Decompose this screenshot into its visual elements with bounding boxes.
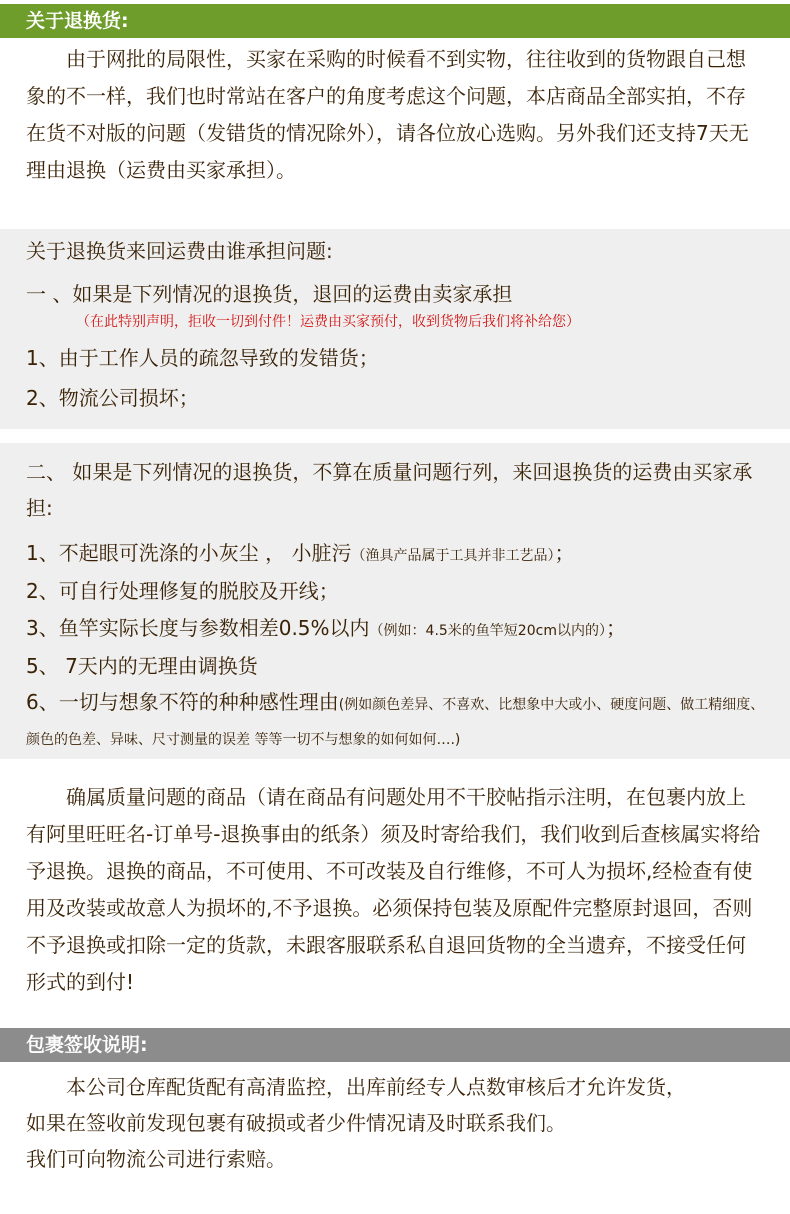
package-line: 我们可向物流公司进行索赔。 — [26, 1147, 286, 1171]
seller-case-heading: 一 、如果是下列情况的退换货，退回的运费由卖家承担 — [26, 282, 513, 306]
buyer-case-item: 2、可自行处理修复的脱胶及开线； — [26, 579, 339, 603]
seller-case-note: （在此特别声明，拒收一切到付件！运费由买家预付，收到货物后我们将补给您） — [76, 314, 580, 330]
buyer-case-item: 6、一切与想象不符的种种感性理由(例如颜色差异、不喜欢、比想象中大或小、硬度问题、做工精细度、颜色的色差、异味、尺寸测量的误差 等等一切不与想象的如何如何….) — [26, 690, 765, 748]
seller-pays-box — [0, 229, 790, 429]
package-receipt-text — [0, 1069, 790, 1177]
package-line: 本公司仓库配货配有高清监控，出库前经专人点数审核后才允许发货， — [66, 1075, 686, 1099]
return-policy-header: 关于退换货: — [0, 4, 790, 38]
quality-issue-paragraph: 确属质量问题的商品（请在商品有问题处用不干胶帖指示注明，在包裹内放上有阿里旺旺名-订单号-退换事由的纸条）须及时寄给我们，我们收到后查核属实将给予退换。退换的商品，不可使用、不可改装及自行维修，不可人为损坏,经检查有使用及改装或故意人为损坏的,不予退换。必须保持包装及原配件完整原封退回，否则不予退换或扣除一定的货款，未跟客服联系私自退回货物的全当遗弃，不接受任何形式的到付! — [26, 785, 761, 994]
buyer-case-item: 5、 7天内的无理由调换货 — [26, 654, 258, 678]
buyer-case-heading: 二、 如果是下列情况的退换货，不算在质量问题行列，来回退换货的运费由买家承担: — [26, 460, 753, 520]
buyer-case-item: 3、鱼竿实际长度与参数相差0.5%以内（例如：4.5米的鱼竿短20cm以内的）； — [26, 616, 626, 640]
package-receipt-header: 包裹签收说明: — [0, 1028, 790, 1062]
buyer-case-item: 1、不起眼可洗涤的小灰尘 ， 小脏污（渔具产品属于工具并非工艺品）； — [26, 541, 575, 565]
return-intro-paragraph: 由于网批的局限性，买家在采购的时候看不到实物，往往收到的货物跟自己想象的不一样，我们也时常站在客户的角度考虑这个问题，本店商品全部实拍，不存在货不对版的问题（发错货的情况除外），请各位放心选购。另外我们还支持7天无理由退换（运费由买家承担）。 — [26, 47, 749, 182]
buyer-pays-box — [0, 443, 790, 759]
package-line: 如果在签收前发现包裹有破损或者少件情况请及时联系我们。 — [26, 1111, 566, 1135]
seller-case-item: 2、物流公司损坏； — [26, 386, 199, 410]
seller-case-item: 1、由于工作人员的疏忽导致的发错货； — [26, 346, 379, 370]
shipping-cost-title: 关于退换货来回运费由谁承担问题: — [26, 239, 333, 263]
